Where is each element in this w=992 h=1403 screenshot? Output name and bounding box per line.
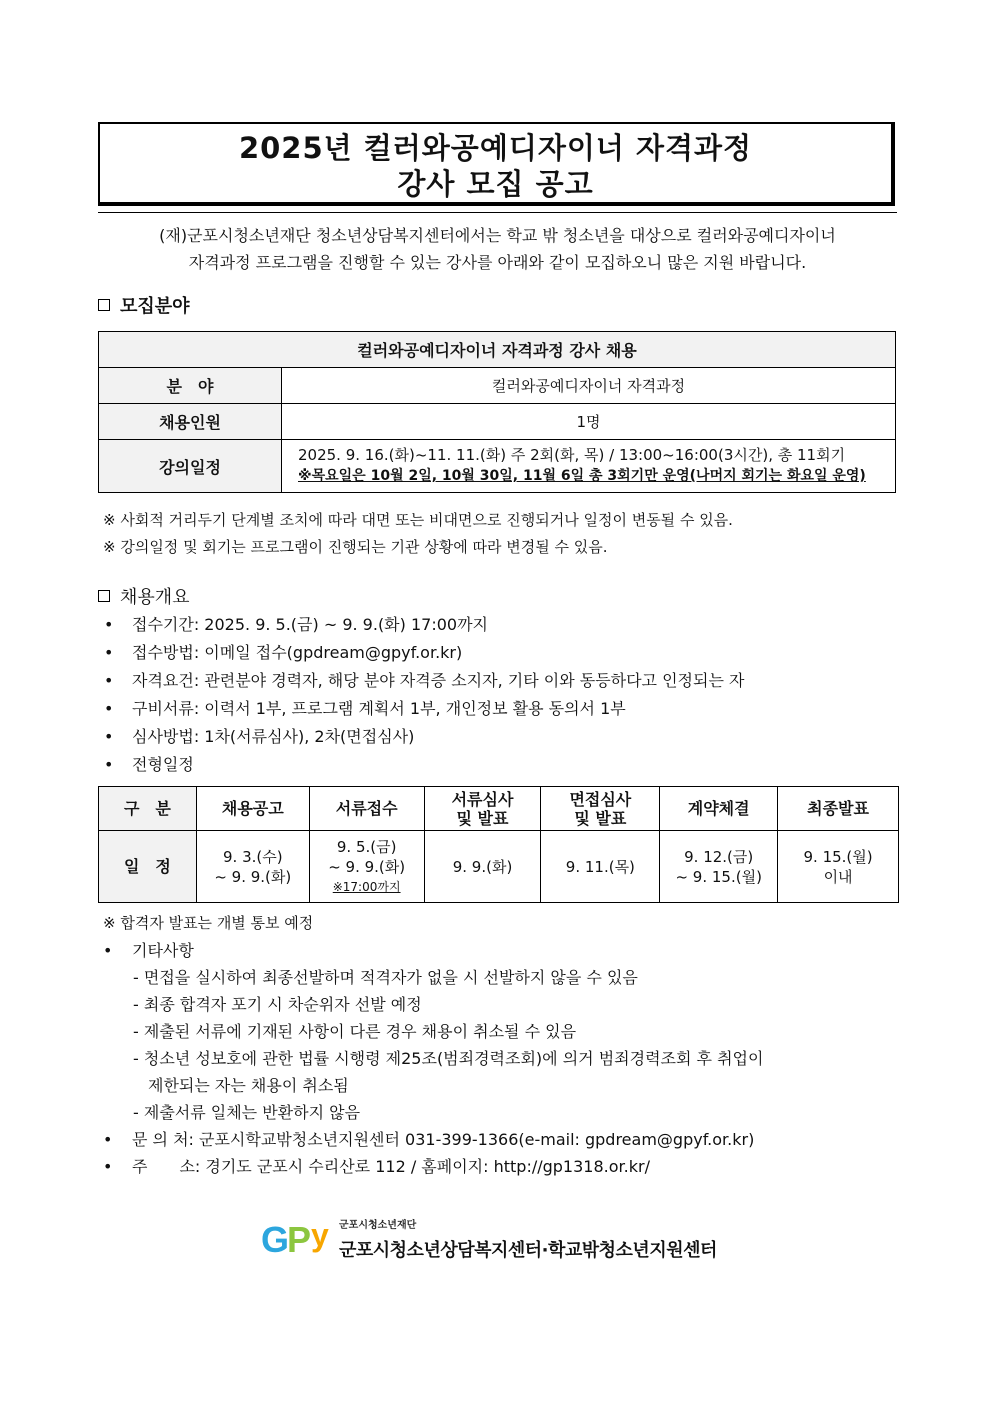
svg-text:y: y — [311, 1217, 329, 1253]
list-item: • 접수방법: 이메일 접수(gpdream@gpyf.or.kr) — [104, 639, 744, 667]
schedule-line-2: ※목요일은 10월 2일, 10월 30일, 11월 6일 총 3회기만 운영(나머지 회기는 화요일 운영) — [298, 468, 866, 484]
list-item: • 접수기간: 2025. 9. 5.(금) ~ 9. 9.(화) 17:00까지 — [104, 611, 744, 639]
date-cell — [541, 831, 660, 903]
list-item: • 심사방법: 1차(서류심사), 2차(면접심사) — [104, 723, 744, 751]
date-cell — [309, 831, 424, 903]
misc-item: - 청소년 성보호에 관한 법률 시행령 제25조(범죄경력조회)에 의거 범죄경력조회 후 취업이 — [133, 1049, 764, 1068]
announcement-note: ※ 합격자 발표는 개별 통보 예정 — [103, 914, 314, 932]
intro-line-2: 자격과정 프로그램을 진행할 수 있는 강사를 아래와 같이 모집하오니 많은 지원 바랍니다. — [188, 253, 807, 272]
note-item: ※ 강의일정 및 회기는 프로그램이 진행되는 기관 상황에 따라 변경될 수 있음. — [103, 538, 608, 556]
date-text: 9. 12.(금) — [684, 847, 754, 866]
field-label: 분 야 — [99, 368, 282, 404]
header-text: 서류접수 — [335, 799, 398, 818]
contact-info: • 문 의 처: 군포시학교밖청소년지원센터 031-399-1366(e-mail: gpdream@gpyf.or.kr) — [103, 1126, 903, 1153]
additional-info — [103, 910, 903, 1180]
address-info: • 주 소: 경기도 군포시 수리산로 112 / 홈페이지: http://gp1318.or.kr/ — [103, 1153, 903, 1180]
header-cell — [424, 787, 541, 831]
title-box — [98, 122, 895, 206]
header-text: 서류심사 — [451, 789, 514, 809]
recruit-notes — [103, 507, 733, 561]
misc-item-continued: 제한되는 자는 채용이 취소됨 — [148, 1076, 349, 1095]
misc-item: - 최종 합격자 포기 시 차순위자 선발 예정 — [133, 995, 422, 1014]
list-item: • 자격요건: 관련분야 경력자, 해당 분야 자격증 소지자, 기타 이와 동등하다고 인정되는 자 — [104, 667, 744, 695]
intro-text — [100, 222, 895, 276]
section-heading-label: 채용개요 — [120, 587, 190, 608]
date-text: 9. 15.(월) — [803, 847, 873, 866]
header-text: 채용공고 — [221, 799, 284, 818]
foundation-logo — [261, 1212, 761, 1262]
logo-big-text: 군포시청소년상담복지센터·학교밖청소년지원센터 — [339, 1240, 717, 1261]
section-heading-recruit — [98, 292, 190, 318]
schedule-label: 강의일정 — [99, 440, 282, 493]
date-text: 9. 11.(목) — [565, 857, 635, 876]
date-text: ~ 9. 9.(화) — [214, 867, 292, 886]
date-cell — [660, 831, 778, 903]
field-value: 컬러와공예디자이너 자격과정 — [282, 368, 896, 404]
date-text: 9. 5.(금) — [336, 837, 397, 856]
recruit-field-table — [98, 331, 896, 493]
note-item: ※ 사회적 거리두기 단계별 조치에 따라 대면 또는 비대면으로 진행되거나 일정이 변동될 수 있음. — [103, 511, 733, 529]
header-cell — [541, 787, 660, 831]
overview-list — [104, 611, 744, 779]
header-cell — [660, 787, 778, 831]
header-text: 및 발표 — [456, 808, 509, 828]
date-text: 이내 — [823, 867, 853, 886]
schedule-line-1: 2025. 9. 16.(화)~11. 11.(화) 주 2회(화, 목) / 13:00~16:00(3시간), 총 11회기 — [298, 446, 846, 464]
misc-item: - 제출서류 일체는 반환하지 않음 — [133, 1103, 361, 1122]
date-text: ~ 9. 9.(화) — [328, 857, 406, 876]
header-cell — [309, 787, 424, 831]
title-underline — [98, 212, 897, 213]
checkbox-square-icon — [98, 299, 110, 311]
misc-item: - 면접을 실시하여 최종선발하며 적격자가 없을 시 선발하지 않을 수 있음 — [133, 968, 638, 987]
row-label-schedule: 일 정 — [99, 831, 197, 903]
intro-line-1: (재)군포시청소년재단 청소년상담복지센터에서는 학교 밖 청소년을 대상으로 컬러와공예디자이너 — [159, 226, 836, 245]
date-text: 9. 3.(수) — [223, 847, 283, 866]
header-cell — [778, 787, 899, 831]
svg-text:P: P — [287, 1219, 312, 1260]
list-item: • 전형일정 — [104, 751, 744, 779]
selection-schedule-table — [98, 786, 899, 903]
header-cell-category: 구 분 — [99, 787, 197, 831]
recruit-table-header: 컬러와공예디자이너 자격과정 강사 채용 — [99, 332, 896, 368]
headcount-label: 채용인원 — [99, 404, 282, 440]
date-text: ~ 9. 15.(월) — [675, 867, 762, 886]
title-line-2: 강사 모집 공고 — [397, 167, 594, 201]
gpy-logo-icon — [261, 1212, 337, 1262]
list-item: • 구비서류: 이력서 1부, 프로그램 계획서 1부, 개인정보 활용 동의서 1부 — [104, 695, 744, 723]
header-text: 계약체결 — [687, 799, 750, 818]
header-text: 면접심사 — [569, 789, 632, 809]
date-text: 9. 9.(화) — [452, 857, 513, 876]
misc-heading: • 기타사항 — [103, 937, 903, 964]
title-line-1: 2025년 컬러와공예디자이너 자격과정 — [238, 131, 753, 165]
misc-item: - 제출된 서류에 기재된 사항이 다른 경우 채용이 취소될 수 있음 — [133, 1022, 577, 1041]
deadline-note: ※17:00까지 — [332, 879, 401, 894]
header-cell — [196, 787, 309, 831]
date-cell — [424, 831, 541, 903]
header-text: 및 발표 — [574, 808, 627, 828]
section-heading-label: 모집분야 — [120, 296, 190, 317]
date-cell — [778, 831, 899, 903]
header-text: 최종발표 — [807, 799, 869, 818]
schedule-value — [282, 440, 896, 493]
headcount-value: 1명 — [282, 404, 896, 440]
svg-text:G: G — [261, 1219, 290, 1260]
checkbox-square-icon — [98, 590, 110, 602]
logo-small-text: 군포시청소년재단 — [339, 1220, 417, 1231]
section-heading-overview — [98, 583, 190, 609]
date-cell — [196, 831, 309, 903]
